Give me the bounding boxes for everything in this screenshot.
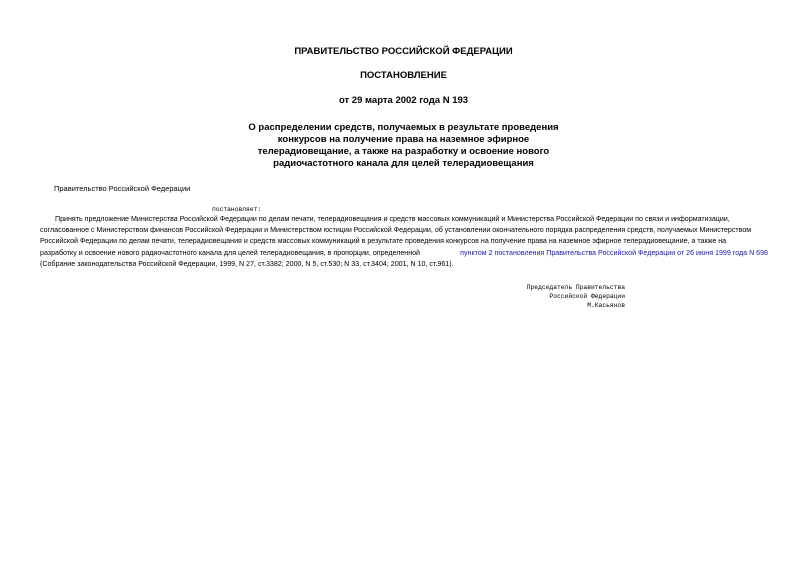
document-date-number: от 29 марта 2002 года N 193 [338, 95, 469, 106]
paragraph-line [40, 214, 768, 225]
subject-line: телерадиовещание, а также на разработку и освоение нового [257, 146, 550, 157]
paragraph-line-text: (Собрание законодательства Российской Федерации, 1999, N 27, ст.3382; 2000, N 5, ст.530; N 33, ст.3404; 2001, N 10, ст.961). [40, 259, 454, 268]
signature-name: М.Касьянов [587, 302, 625, 309]
paragraph-line [40, 248, 768, 259]
paragraph-line-text: Принять предложение Министерства Российской Федерации по делам печати, телерадиовещания и средств массовых коммуникаций и Министерства Российской Федерации по связи и информатизации, [55, 215, 730, 223]
paragraph-line-text: Российской Федерации по делам печати, телерадиовещания и средств массовых коммуникаций в результате проведения конкурсов на получение права на наземное эфирное телерадиовещание, а также на [40, 237, 727, 246]
subject-line: О распределении средств, получаемых в результате проведения [248, 122, 559, 133]
decrees-label: постановляет: [212, 206, 262, 213]
resolution-link[interactable]: пунктом 2 постановления Правительства Российской Федерации от 26 июня 1999 года N 698 [460, 248, 768, 257]
document-subject [0, 122, 807, 170]
issuing-authority: ПРАВИТЕЛЬСТВО РОССИЙСКОЙ ФЕДЕРАЦИИ [294, 46, 513, 57]
paragraph-line [40, 259, 768, 270]
signature-title: Председатель Правительства [526, 284, 625, 291]
subject-line: конкурсов на получение права на наземное эфирное [277, 134, 530, 145]
paragraph-line-text: согласованное с Министерством финансов Российской Федерации и Министерством юстиции Российской Федерации, об установлении окончательного порядка распределения средств, получаемых Министерством [40, 226, 752, 235]
document-type: ПОСТАНОВЛЕНИЕ [360, 70, 447, 81]
signature-block [470, 283, 625, 310]
paragraph-line [40, 236, 768, 247]
government-label: Правительство Российской Федерации [54, 184, 191, 193]
paragraph-line [40, 225, 768, 236]
signature-country: Российской Федерации [549, 293, 625, 300]
subject-line: радиочастотного канала для целей телерадиовещания [273, 158, 534, 169]
paragraph-line-text: разработку и освоение нового радиочастотного канала для целей телерадиовещания, в пропорции, определенной [40, 248, 421, 257]
decree-paragraph [40, 214, 768, 270]
